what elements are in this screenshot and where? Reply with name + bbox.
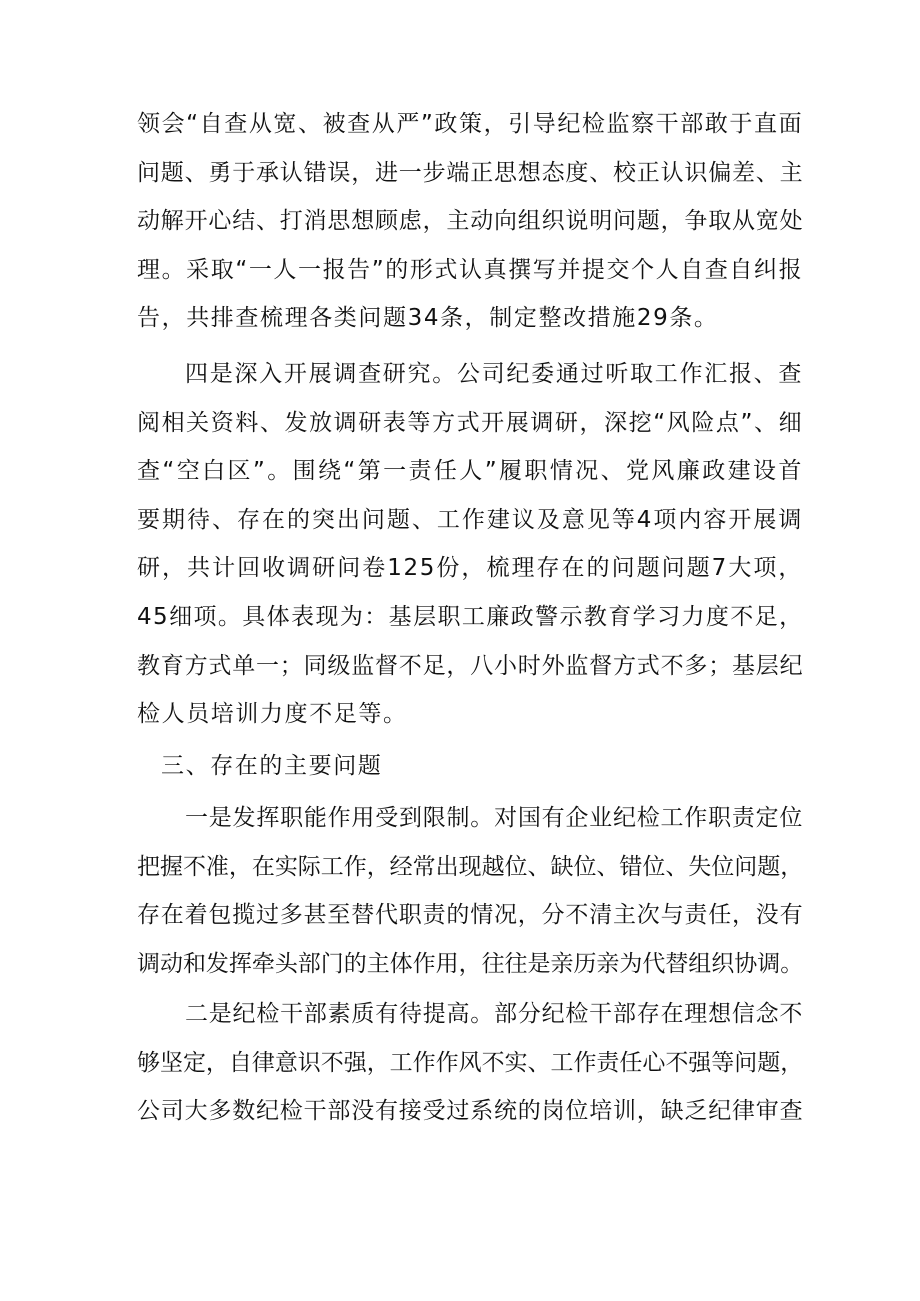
text-line: 二是纪检干部素质有待提高。部分纪检干部存在理想信念不 [185,1001,803,1027]
text-line: 四是深入开展调查研究。公司纪委通过听取工作汇报、查 [185,361,803,387]
paragraph-continuation [137,100,803,343]
section-heading [137,742,803,791]
section-heading-text: 三、存在的主要问题 [161,753,383,779]
text-line: 45细项。具体表现为：基层职工廉政警示教育学习力度不足， [137,603,804,630]
text-line: 要期待、存在的突出问题、工作建议及意见等4项内容开展调 [137,506,803,533]
paragraph-problem-two [137,990,803,1136]
text-line: 存在着包揽过多甚至替代职责的情况，分不清主次与责任，没有 [137,902,804,929]
text-line: 公司大多数纪检干部没有接受过系统的岗位培训，缺乏纪律审查 [137,1098,804,1125]
text-line: 把握不准，在实际工作，经常出现越位、缺位、错位、失位问题， [137,853,803,880]
text-line: 查“空白区”。围绕“第一责任人”履职情况、党风廉政建设首 [137,458,803,485]
paragraph-investigation [137,350,803,739]
text-line: 领会“自查从宽、被查从严”政策，引导纪检监察干部敢于直面 [137,111,803,137]
text-line: 调动和发挥牵头部门的主体作用，往往是亲历亲为代替组织协调。 [137,950,803,977]
text-line: 动解开心结、打消思想顾虑，主动向组织说明问题，争取从宽处 [137,208,804,235]
text-line: 研，共计回收调研问卷125份，梳理存在的问题问题7大项， [137,555,803,582]
text-line: 阅相关资料、发放调研表等方式开展调研，深挖“风险点”、细 [137,409,803,436]
text-line: 够坚定，自律意识不强，工作作风不实、工作责任心不强等问题， [137,1049,803,1076]
text-line: 教育方式单一；同级监督不足，八小时外监督方式不多；基层纪 [137,652,804,679]
text-line: 告，共排查梳理各类问题34条，制定整改措施29条。 [137,305,719,332]
text-line: 理。采取“一人一报告”的形式认真撰写并提交个人自查自纠报 [137,256,803,283]
text-line: 问题、勇于承认错误，进一步端正思想态度、校正认识偏差、主 [137,159,804,186]
text-line: 一是发挥职能作用受到限制。对国有企业纪检工作职责定位 [185,805,803,831]
paragraph-problem-one [137,794,803,988]
text-line: 检人员培训力度不足等。 [137,701,408,728]
